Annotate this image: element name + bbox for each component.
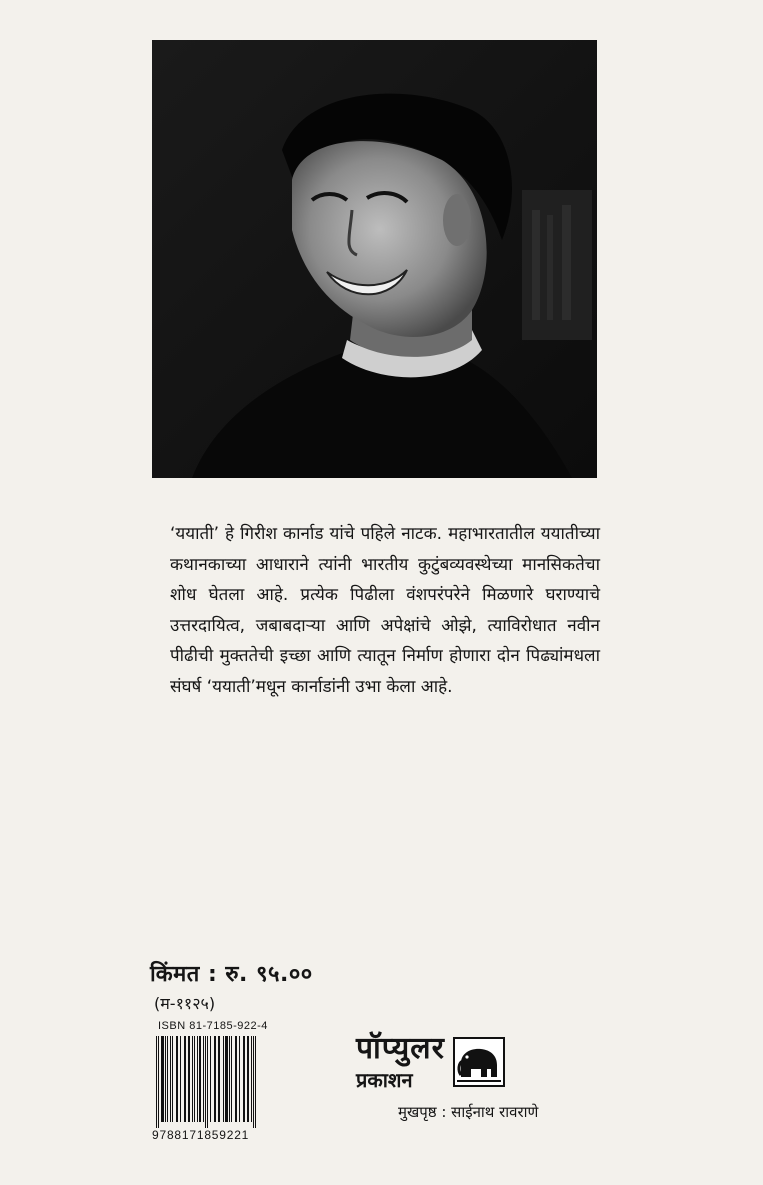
isbn-number: ISBN 81-7185-922-4 bbox=[158, 1020, 268, 1032]
cover-credit: मुखपृष्ठ : साईनाथ रावराणे bbox=[398, 1103, 539, 1121]
publisher-name-line1: पॉप्युलर bbox=[356, 1031, 445, 1066]
publisher-name bbox=[356, 1032, 445, 1092]
elephant-icon bbox=[453, 1037, 505, 1087]
barcode bbox=[154, 1036, 278, 1128]
author-photo bbox=[152, 40, 597, 478]
publisher-name-line2: प्रकाशन bbox=[356, 1068, 413, 1092]
publisher-logo bbox=[356, 1032, 505, 1092]
price-label: किंमत : रु. ९५.०० bbox=[150, 962, 313, 987]
description-blurb bbox=[170, 519, 600, 702]
catalog-code: (म-११२५) bbox=[154, 994, 216, 1013]
barcode-number: 9788171859221 bbox=[152, 1128, 250, 1142]
blurb-text: ‘ययाती’ हे गिरीश कार्नाड यांचे पहिले नाटक. महाभारतातील ययातीच्या कथानकाच्या आधाराने त्यांनी भारतीय कुटुंबव्यवस्थेच्या मानसिकतेचा शोध घेतला आहे. प्रत्येक पिढीला वंशपरंपरेने मिळणारे घराण्याचे उत्तरदायित्व, जबाबदाऱ्या आणि अपेक्षांचे ओझे, त्याविरोधात नवीन पीढीची मुक्ततेची इच्छा आणि त्यातून निर्माण होणारा दोन पिढ्यांमधला संघर्ष ‘ययाती’मधून कार्नाडांनी उभा केला आहे. bbox=[170, 524, 600, 697]
